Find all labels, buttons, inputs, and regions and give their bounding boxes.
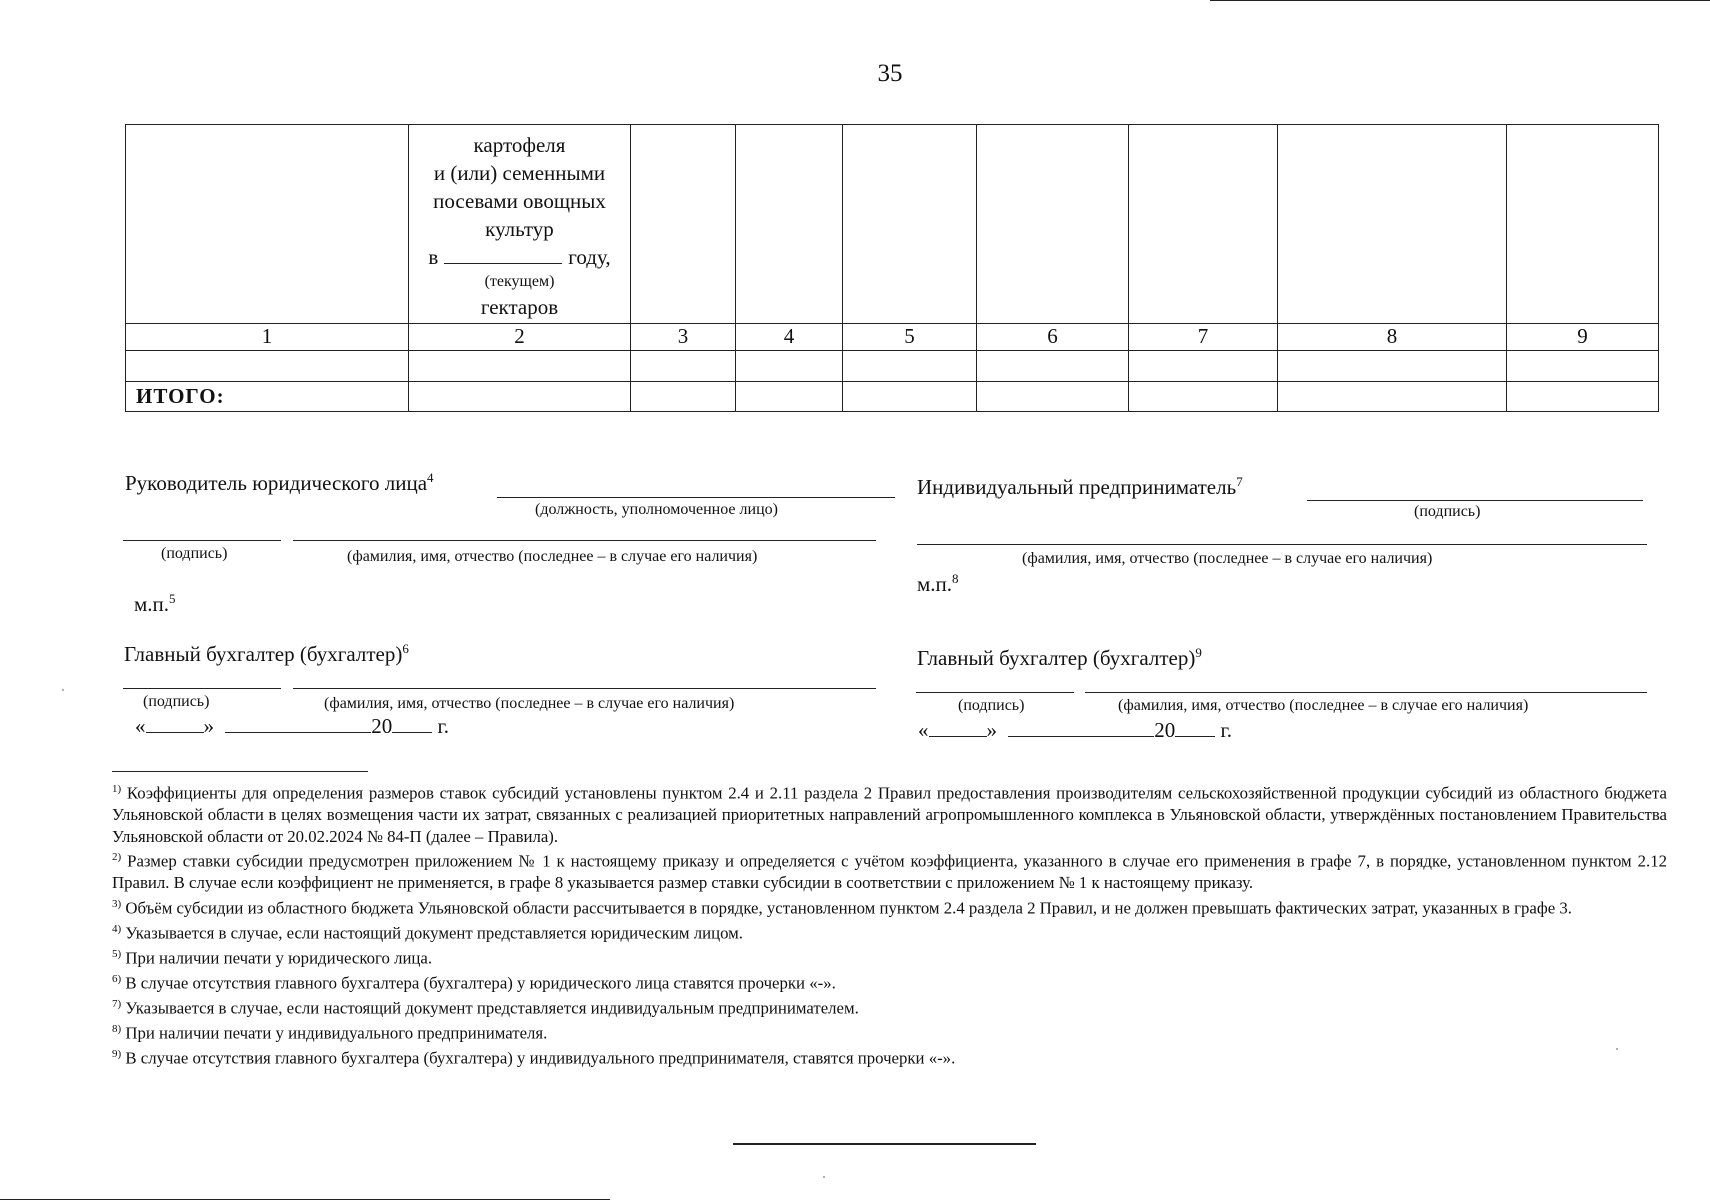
- footnote-mark: 5): [112, 947, 122, 960]
- header-cell-6: [977, 125, 1129, 324]
- year-suffix: г.: [437, 714, 449, 738]
- signature-caption: (подпись): [1414, 503, 1481, 520]
- quote-open: «: [135, 714, 146, 738]
- year-field: [392, 732, 432, 733]
- day-field: [146, 732, 204, 733]
- header-cell-5: [843, 125, 977, 324]
- footnote: [112, 919, 1667, 944]
- table-cell: [1278, 351, 1507, 382]
- footnote: [112, 994, 1667, 1019]
- signature-field-line: [123, 540, 281, 541]
- date-line: [135, 714, 449, 739]
- legal-entity-head-label: [125, 470, 434, 496]
- table-cell: [977, 382, 1129, 412]
- column-number: 3: [631, 324, 736, 351]
- label-text: Главный бухгалтер (бухгалтер): [124, 642, 403, 666]
- table-cell: [1129, 351, 1278, 382]
- table-cell: [631, 351, 736, 382]
- month-field: [1008, 736, 1154, 737]
- footnote-text: В случае отсутствия главного бухгалтера (бухгалтера) у юридического лица ставятся прочерки «-».: [125, 973, 836, 993]
- date-line: [918, 718, 1232, 743]
- signature-caption: (подпись): [161, 545, 228, 562]
- header-cell-2: [409, 125, 631, 324]
- footnote-mark: 3): [112, 897, 122, 910]
- accountant-name-caption: (фамилия, имя, отчество (последнее – в случае его наличия): [1118, 697, 1529, 714]
- accountant-signature-caption: (подпись): [143, 693, 210, 710]
- total-label: ИТОГО:: [126, 382, 409, 412]
- footnote: [112, 1044, 1667, 1069]
- footnote-text: При наличии печати у индивидуального предпринимателя.: [125, 1023, 548, 1043]
- position-field-line: [497, 497, 895, 498]
- scan-speck: [62, 689, 64, 691]
- header-line: картофеля: [473, 133, 566, 157]
- footnote-mark: 8): [112, 1023, 122, 1036]
- end-of-document-rule: [733, 1143, 1036, 1145]
- year-prefix: 20: [371, 714, 393, 738]
- name-caption: (фамилия, имя, отчество (последнее – в случае его наличия): [347, 548, 758, 565]
- accountant-signature-line: [123, 688, 281, 689]
- label-text: Главный бухгалтер (бухгалтер): [917, 646, 1196, 670]
- column-number: 7: [1129, 324, 1278, 351]
- position-caption: (должность, уполномоченное лицо): [535, 501, 778, 518]
- column-number: 9: [1507, 324, 1659, 351]
- column-number: 1: [126, 324, 409, 351]
- subsidy-table: [125, 124, 1659, 412]
- quote-close: »: [986, 718, 997, 742]
- footnote-text: Объём субсидии из областного бюджета Ульяновской области рассчитывается в порядке, установленном пунктом 2.4 раздела 2 Правил, и не должен превышать фактических затрат, указанных в графе 3.: [125, 898, 1572, 918]
- column-number: 2: [409, 324, 631, 351]
- footnote: [112, 944, 1667, 969]
- year-fill-line: [409, 243, 630, 271]
- footnote-text: Указывается в случае, если настоящий документ представляется юридическим лицом.: [125, 923, 743, 943]
- label-text: Руководитель юридического лица: [125, 471, 428, 495]
- footnote-ref: 6: [402, 641, 409, 656]
- scan-speck: [1616, 1048, 1618, 1050]
- table-cell: [977, 351, 1129, 382]
- footnote-separator: [112, 771, 368, 772]
- accountant-signature-line: [916, 692, 1074, 693]
- label-text: м.п.: [134, 592, 170, 616]
- year-field: [1175, 736, 1215, 737]
- year-suffix: году,: [568, 245, 611, 269]
- header-line: культур: [485, 217, 554, 241]
- year-suffix: г.: [1220, 718, 1232, 742]
- footnote-ref: 5: [169, 591, 176, 606]
- label-text: м.п.: [917, 572, 953, 596]
- table-cell: [1507, 351, 1659, 382]
- table-cell: [1507, 382, 1659, 412]
- top-edge-rule: [1210, 0, 1710, 1]
- seal-label: [134, 591, 176, 617]
- table-cell: [409, 382, 631, 412]
- table-cell: [843, 382, 977, 412]
- blank-field: [444, 263, 562, 264]
- footnotes: [112, 779, 1667, 1069]
- header-line: и (или) семенными: [433, 161, 606, 185]
- footnote: [112, 894, 1667, 919]
- month-field: [225, 732, 371, 733]
- footnote: [112, 847, 1667, 894]
- footnote-text: В случае отсутствия главного бухгалтера (бухгалтера) у индивидуального предпринимателя, ставятся прочерки «-».: [125, 1048, 956, 1068]
- footnote: [112, 1019, 1667, 1044]
- table-row: [126, 351, 1659, 382]
- footnote: [112, 779, 1667, 847]
- day-field: [929, 736, 987, 737]
- page-number: 35: [877, 60, 903, 87]
- total-row: [126, 382, 1659, 412]
- year-prefix: 20: [1154, 718, 1176, 742]
- column-number: 5: [843, 324, 977, 351]
- accountant-label: [917, 645, 1202, 671]
- seal-label: [917, 571, 959, 597]
- header-unit: гектаров: [480, 295, 559, 319]
- header-line: посевами овощных: [433, 189, 606, 213]
- label-text: Индивидуальный предприниматель: [917, 475, 1237, 499]
- column-number-row: [126, 324, 1659, 351]
- footnote-text: При наличии печати у юридического лица.: [125, 948, 433, 968]
- accountant-name-caption: (фамилия, имя, отчество (последнее – в случае его наличия): [324, 695, 735, 712]
- quote-open: «: [918, 718, 929, 742]
- footnote-mark: 9): [112, 1048, 122, 1061]
- entrepreneur-label: [917, 474, 1243, 500]
- quote-close: »: [203, 714, 214, 738]
- footnote-ref: 9: [1195, 645, 1202, 660]
- entrepreneur-name-line: [917, 544, 1647, 545]
- footnote-ref: 7: [1236, 474, 1243, 489]
- year-prefix: в: [428, 245, 439, 269]
- footnote-text: Размер ставки субсидии предусмотрен приложением № 1 к настоящему приказу и определяется с учётом коэффициента, указанного в случае его применения в графе 7, в порядке, установленном пунктом 2.12 Правил. В случае если коэффициент не применяется, в графе 8 указывается размер ставки субсидии в соответствии с приложением № 1 к настоящему приказу.: [112, 851, 1667, 893]
- footnote-mark: 7): [112, 998, 122, 1011]
- table-cell: [1129, 382, 1278, 412]
- table-header-row: [126, 125, 1659, 324]
- column-number: 8: [1278, 324, 1507, 351]
- name-field-line: [293, 540, 876, 541]
- column-number: 6: [977, 324, 1129, 351]
- footnote-mark: 2): [112, 851, 122, 864]
- accountant-name-line: [1085, 692, 1647, 693]
- footnote-mark: 6): [112, 972, 122, 985]
- table-cell: [631, 382, 736, 412]
- footnote-text: Указывается в случае, если настоящий документ представляется индивидуальным предпринимателем.: [125, 998, 859, 1018]
- table-cell: [126, 351, 409, 382]
- footnote-mark: 1): [112, 783, 122, 795]
- header-cell-8: [1278, 125, 1507, 324]
- accountant-label: [124, 641, 409, 667]
- table-cell: [843, 351, 977, 382]
- accountant-signature-caption: (подпись): [958, 697, 1025, 714]
- scan-speck: [823, 1176, 825, 1178]
- footnote-text: Коэффициенты для определения размеров ставок субсидий установлены пунктом 2.4 и 2.11 раздела 2 Правил предоставления производителям сельскохозяйственной продукции субсидий из областного бюджета Ульяновской области в целях возмещения части их затрат, связанных с реализацией приоритетных направлений агропромышленного комплекса в Ульяновской области, утверждённых постановлением Правительства Ульяновской области от 20.02.2024 № 84-П (далее – Правила).: [112, 783, 1667, 846]
- header-cell-4: [736, 125, 843, 324]
- header-cell-7: [1129, 125, 1278, 324]
- table-cell: [736, 351, 843, 382]
- table-cell: [1278, 382, 1507, 412]
- header-cell-9: [1507, 125, 1659, 324]
- table-cell: [409, 351, 631, 382]
- entrepreneur-signature-line: [1307, 500, 1643, 501]
- header-cell-1: [126, 125, 409, 324]
- accountant-name-line: [293, 688, 876, 689]
- header-cell-3: [631, 125, 736, 324]
- table-cell: [736, 382, 843, 412]
- column-number: 4: [736, 324, 843, 351]
- footnote-mark: 4): [112, 922, 122, 935]
- name-caption: (фамилия, имя, отчество (последнее – в случае его наличия): [1022, 550, 1433, 567]
- year-caption: (текущем): [484, 273, 555, 290]
- footnote-ref: 8: [952, 571, 959, 586]
- footnote-ref: 4: [427, 470, 434, 485]
- footnote: [112, 969, 1667, 994]
